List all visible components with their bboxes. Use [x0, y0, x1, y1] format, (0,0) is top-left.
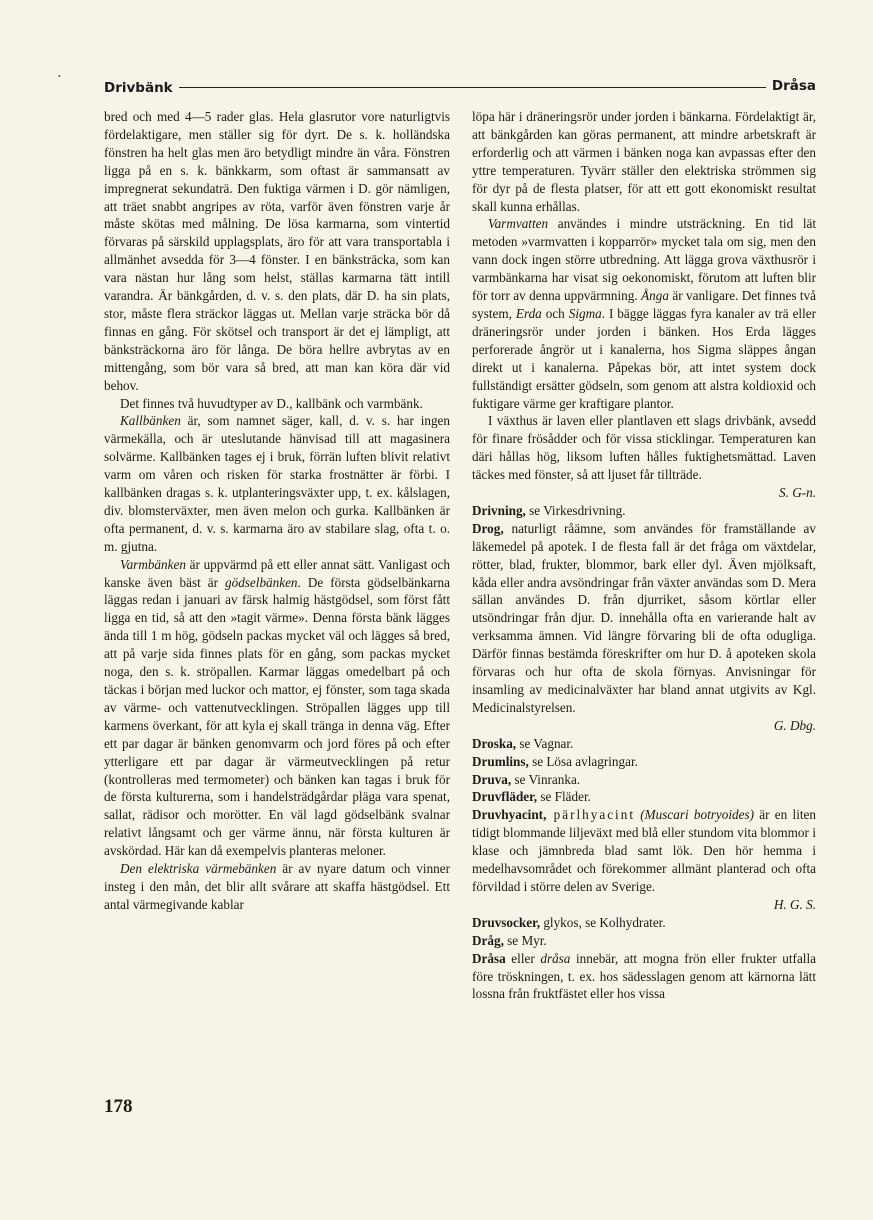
entry-druvflader: Druvfläder, se Fläder.: [472, 789, 591, 805]
right-column: [472, 108, 816, 1003]
author-signature: G. Dbg.: [773, 717, 816, 733]
paragraph: Det finnes två huvudtyper av D., kallbänk och varmbänk.: [120, 395, 423, 411]
paragraph: Den elektriska värmebänken är av nyare datum och vinner insteg i den mån, det blir allt svårare att skaffa hästgödsel. Ett antal värmegivande kablar: [104, 861, 451, 912]
header-left-word: Drivbänk: [104, 80, 179, 96]
entry-drivning: Drivning, se Virkesdrivning.: [472, 502, 626, 518]
entry-drumlins: Drumlins, se Lösa avlagringar.: [472, 753, 638, 769]
entry-drag: Dråg, se Myr.: [472, 932, 547, 948]
entry-drasa: Dråsa eller dråsa innebär, att mogna frön eller frukter utfalla före tröskningen, t. ex. hos sädesslagen genom att kärnorna lätt lossna från fruktfästet eller hos vissa: [472, 950, 816, 1002]
paragraph: I växthus är laven eller plantlaven ett slags drivbänk, avsedd för finare frösådder och för vissa sticklingar. Temperaturen kan däri hållas hög, liksom luften hålles fuktighetsmättad. Laven täckes med fönster, så att ljuset får tillträde. S. G-n.: [472, 413, 816, 501]
entry-druvsocker: Druvsocker, glykos, se Kolhydrater.: [472, 914, 666, 930]
author-signature: H. G. S.: [773, 896, 816, 912]
paragraph: löpa här i dräneringsrör under jorden i bänkarna. Fördelaktigt är, att bänkgården kan göras permanent, att mindre arbetskraft är erforderlig och att värmen i bänken noga kan avpassas efter den yttre temperaturen. Tyvärr ställer den elektriska strömmen sig för dyr på de flesta platser, för att ett gott ekonomiskt resultat skall kunna erhållas.: [472, 109, 816, 214]
entry-druva: Druva, se Vinranka.: [472, 771, 581, 787]
running-header: [104, 78, 816, 100]
paragraph: Kallbänken är, som namnet säger, kall, d. v. s. har ingen värmekälla, och är uteslutande hänvisad till att magasinera solvärme. Kallbänken tages ej i bruk, förrän luften blivit relativt varm om våren och risken för starka frostnätter är förbi. I kallbänken dragas s. k. utplanteringsväxter upp, t. ex. kålslagen, div. blomsterväxter, men även melon och gurka. Kallbänken är ofta permanent, d. v. s. karmarna äro av stabilare slag, ofta t. o. m. gjutna.: [104, 413, 450, 554]
entry-druvhyacint: Druvhyacint, pärlhyacint (Muscari botryoides) är en liten tidigt blommande liljeväxt med blå eller stundom vita blommor i klase och jämnbreda blad samt lök. Den hör hemma i medelhavsområdet och förekommer allmänt planterad och ofta förvildad i större delen av Sverige. H. G. S.: [472, 807, 816, 912]
header-right-word: Dråsa: [766, 78, 816, 94]
author-signature: S. G-n.: [779, 485, 816, 501]
paragraph: Varmvatten användes i mindre utsträckning. En tid lät metoden »varmvatten i kopparrör» mycket tala om sig, men den vann dock ingen större utbredning. Att lägga grova växthusrör i varmbänkarna har visat sig oekonomiskt, förutom att luften blir för torr av denna uppvärmning. Ånga är vanligare. Det finnes två system, Erda och Sigma. I bägge läggas fyra kanaler av trä eller dräneringsrör under jorden i bänken. Hos Erda lägges perforerade ångrör ut i kanalerna, hos Sigma släppes ångan direkt ut i kanalerna. Påpekas bör, att intet system dock fullständigt ersätter gödseln, som genom att alstra koldioxid och fuktigare värme ger kraftigare plantor.: [472, 216, 816, 411]
entry-droska: Droska, se Vagnar.: [472, 735, 574, 751]
margin-mark: •: [58, 72, 61, 81]
entry-drog: Drog, naturligt råämne, som användes för framställande av läkemedel på apotek. I de flesta fall är det fråga om växtdelar, rötter, blad, frukter, blommor, bark eller dyl. Även mjölksaft, kåda eller andra avsöndringar från växter användas som D. Mera sällan användes D. från djurriket, såsom körtlar eller utsöndringar från djur. D. innehålla ofta en varierande halt av verksamma ämnen. Vid längre förvaring bli de ofta odugliga. Därför finnas bestämda föreskrifter om hur D. å apoteken skola förvaras och hur ofta de skola förnyas. Anvisningar för insamling av medicinalväxter har bland annat utgivits av Kgl. Medicinalstyrelsen. G. Dbg.: [472, 520, 816, 733]
paragraph: Varmbänken är uppvärmd på ett eller annat sätt. Vanligast och kanske även bäst är gödselbänken. De första gödselbänkarna läggas redan i januari av färsk halmig hästgödsel, som först fått ligga en tid, så att den »tagit värme». Denna första bänk lägges ända till 1 m hög, gödseln packas mycket väl och lägges så bred, att på varje sida finnes plats för en gång, som packas mycket noga, den s. k. ströpallen. Karmar läggas omedelbart på och täckas i början med luckor och mattor, ej fönster, som taga skada av värme- och vattenutvecklingen. Ströpallen lägges upp till karmens överkant, för att kyla ej skall tränga in denna väg. Efter ett par dagar är bänken genomvarm och jord föres på och efter ytterligare ett par dagar är värmeutvecklingen på retur (kontrolleras med termometer) och bänken kan tagas i bruk för de första kulturerna, som i handelsträdgårdar pläga vara spenat, sallat, rädisor och morötter. En väl lagd gödselbänk svalnar relativt långsamt och ger värme ännu, när första kulturen är avskördad. Här kan då exempelvis planteras meloner.: [104, 556, 450, 859]
left-column: [104, 108, 450, 914]
header-rule: [104, 87, 816, 88]
page-number: 178: [104, 1096, 133, 1117]
paragraph: bred och med 4—5 rader glas. Hela glasrutor vore naturligtvis fördelaktigare, men ställer sig för dyrt. De s. k. holländska fönstren ha helt glas men äro betydligt mindre än våra. Fönstren ligga på en s. k. bänkkarm, som oftast är sammansatt av impregnerat sekundaträ. Den fuktiga värmen i D. gör nämligen, att träet snabbt angripes av röta, varför även fönstren varje år måste skötas med målning. De lösa karmarna, som vintertid förvaras på särskild upplagsplats, äro för att vara transportabla i allmänhet avsedda för 3—4 fönster. I en bänksträcka, som kan vara nästan hur lång som helst, ställas karmarna tätt intill varandra. Är bänkgården, d. v. s. den plats, där D. ha sin plats, stor, måste flera sträckor läggas ut. Mellan varje sträcka bör då finnas en gång. För skötsel och transport är det ej lämpligt, att bänksträckorna äro för långa. De böra hellre avbrytas av en mittengång, som bör vara så bred, att man kan köra där vid behov.: [104, 109, 450, 393]
